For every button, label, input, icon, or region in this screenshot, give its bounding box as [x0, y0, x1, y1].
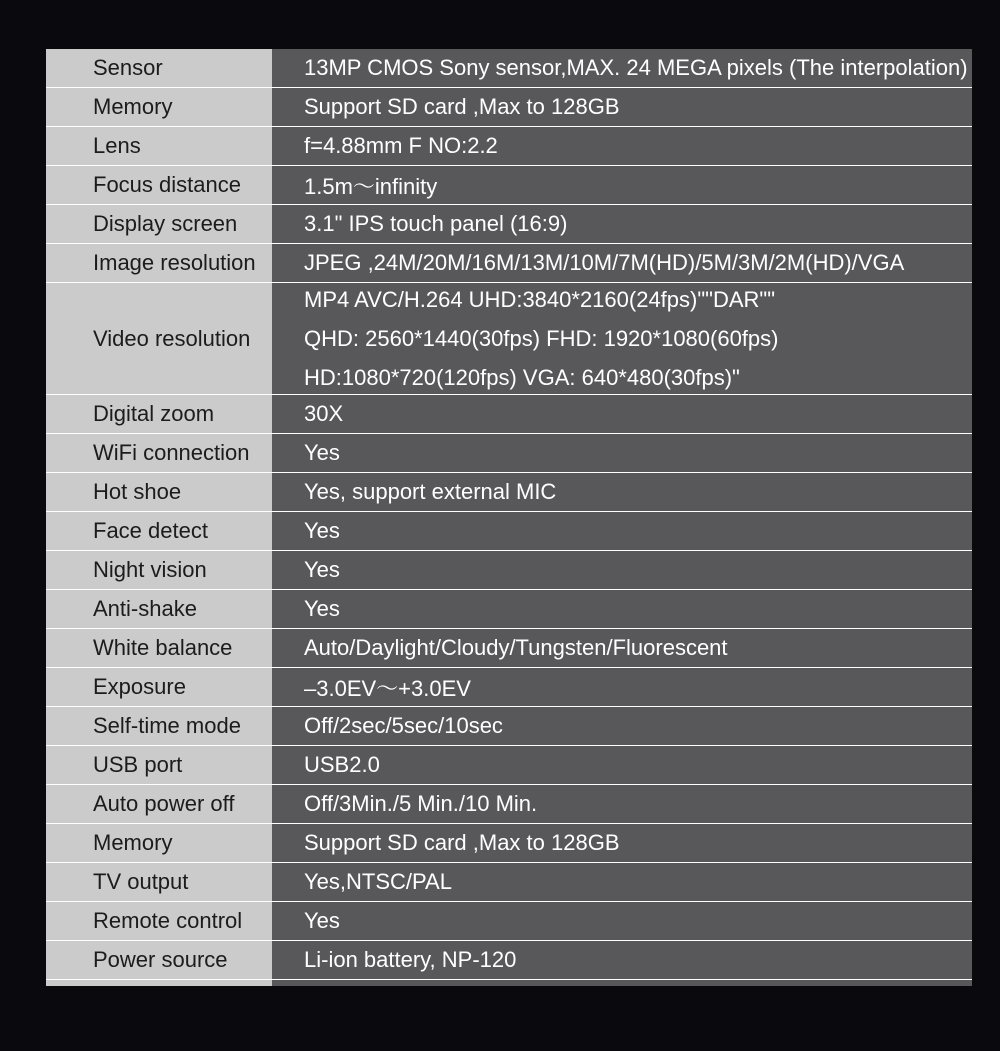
- spec-value-line: 1.5m～infinity: [304, 173, 438, 199]
- spec-row: [46, 551, 972, 590]
- spec-row: [46, 512, 972, 551]
- spec-row: [46, 205, 972, 244]
- spec-label: Focus distance: [93, 172, 241, 197]
- spec-value-line: JPEG ,24M/20M/16M/13M/10M/7M(HD)/5M/3M/2M(HD)/VGA: [304, 250, 905, 275]
- spec-value-line: Auto/Daylight/Cloudy/Tungsten/Fluorescent: [304, 635, 728, 660]
- spec-value: [304, 746, 380, 784]
- spec-label: Display screen: [93, 211, 238, 236]
- spec-label: Memory: [93, 94, 173, 119]
- spec-label: Face detect: [93, 518, 208, 543]
- spec-table: [46, 49, 972, 986]
- spec-row: [46, 590, 972, 629]
- spec-value: [304, 283, 779, 394]
- spec-row: [46, 473, 972, 512]
- spec-value: [304, 668, 471, 706]
- spec-value: [304, 512, 340, 550]
- spec-value: [304, 395, 343, 433]
- spec-value-line: Yes,NTSC/PAL: [304, 869, 452, 894]
- spec-value: [304, 551, 340, 589]
- spec-label: TV output: [93, 869, 189, 894]
- spec-label: Auto power off: [93, 791, 235, 816]
- spec-row: [46, 629, 972, 668]
- spec-label: Sensor: [93, 55, 163, 80]
- spec-value-line: MP4 AVC/H.264 UHD:3840*2160(24fps)""DAR"": [304, 287, 776, 312]
- spec-value-line: Yes, support external MIC: [304, 479, 557, 504]
- spec-label: Digital zoom: [93, 401, 215, 426]
- spec-row: [46, 668, 972, 707]
- spec-row: [46, 395, 972, 434]
- spec-value: [304, 434, 340, 472]
- spec-value: [304, 473, 556, 511]
- spec-value-line: 30X: [304, 401, 344, 426]
- spec-label: USB port: [93, 752, 183, 777]
- spec-label: Self-time mode: [93, 713, 241, 738]
- spec-value: [304, 590, 340, 628]
- spec-value-line: Support SD card ,Max to 128GB: [304, 830, 620, 855]
- spec-row: [46, 166, 972, 205]
- spec-value-line: Yes: [304, 596, 340, 621]
- spec-value: [304, 902, 340, 940]
- spec-value-line: Support SD card ,Max to 128GB: [304, 94, 620, 119]
- spec-value: [304, 88, 620, 126]
- spec-value-line: Yes: [304, 908, 340, 933]
- spec-label: Anti-shake: [93, 596, 197, 621]
- spec-value: [304, 244, 904, 282]
- spec-value-line: 13MP CMOS Sony sensor,MAX. 24 MEGA pixels (The interpolation): [304, 55, 968, 80]
- spec-value-line: Li-ion battery, NP-120: [304, 947, 517, 972]
- spec-value: [304, 166, 437, 204]
- spec-value-line: 3.1" IPS touch panel (16:9): [304, 211, 568, 236]
- spec-row: [46, 902, 972, 941]
- spec-label: Hot shoe: [93, 479, 182, 504]
- spec-row: [46, 88, 972, 127]
- spec-rows: [46, 49, 972, 980]
- spec-value-line: Off/2sec/5sec/10sec: [304, 713, 503, 738]
- spec-label: Exposure: [93, 674, 186, 699]
- spec-label: Image resolution: [93, 250, 256, 275]
- spec-label: Memory: [93, 830, 173, 855]
- spec-value-line: –3.0EV～+3.0EV: [304, 675, 471, 701]
- spec-value-line: HD:1080*720(120fps) VGA: 640*480(30fps)": [304, 365, 740, 390]
- spec-row: [46, 941, 972, 980]
- spec-value-line: Off/3Min./5 Min./10 Min.: [304, 791, 538, 816]
- spec-label: Night vision: [93, 557, 207, 582]
- spec-value: [304, 863, 452, 901]
- spec-row: [46, 49, 972, 88]
- spec-value: [304, 941, 516, 979]
- spec-row: [46, 863, 972, 902]
- spec-value-line: Yes: [304, 518, 340, 543]
- spec-label: Lens: [93, 133, 141, 158]
- spec-row: [46, 434, 972, 473]
- spec-value: [304, 707, 503, 745]
- spec-row: [46, 785, 972, 824]
- spec-value-line: Yes: [304, 440, 340, 465]
- spec-value-line: QHD: 2560*1440(30fps) FHD: 1920*1080(60fps): [304, 326, 779, 351]
- spec-value-line: USB2.0: [304, 752, 380, 777]
- spec-value: [304, 127, 498, 165]
- spec-value-line: f=4.88mm F NO:2.2: [304, 133, 498, 158]
- spec-row: [46, 283, 972, 395]
- spec-row: [46, 707, 972, 746]
- spec-value-line: Yes: [304, 557, 340, 582]
- spec-value: [304, 824, 620, 862]
- spec-label: WiFi connection: [93, 440, 250, 465]
- spec-value: [304, 629, 728, 667]
- spec-row: [46, 244, 972, 283]
- spec-label: White balance: [93, 635, 233, 660]
- spec-row: [46, 127, 972, 166]
- spec-label: Remote control: [93, 908, 243, 933]
- spec-row: [46, 746, 972, 785]
- spec-value: [304, 205, 567, 243]
- spec-row: [46, 824, 972, 863]
- spec-value: [304, 785, 537, 823]
- spec-label: Video resolution: [93, 325, 251, 351]
- spec-label: Power source: [93, 947, 228, 972]
- spec-value: [304, 49, 968, 87]
